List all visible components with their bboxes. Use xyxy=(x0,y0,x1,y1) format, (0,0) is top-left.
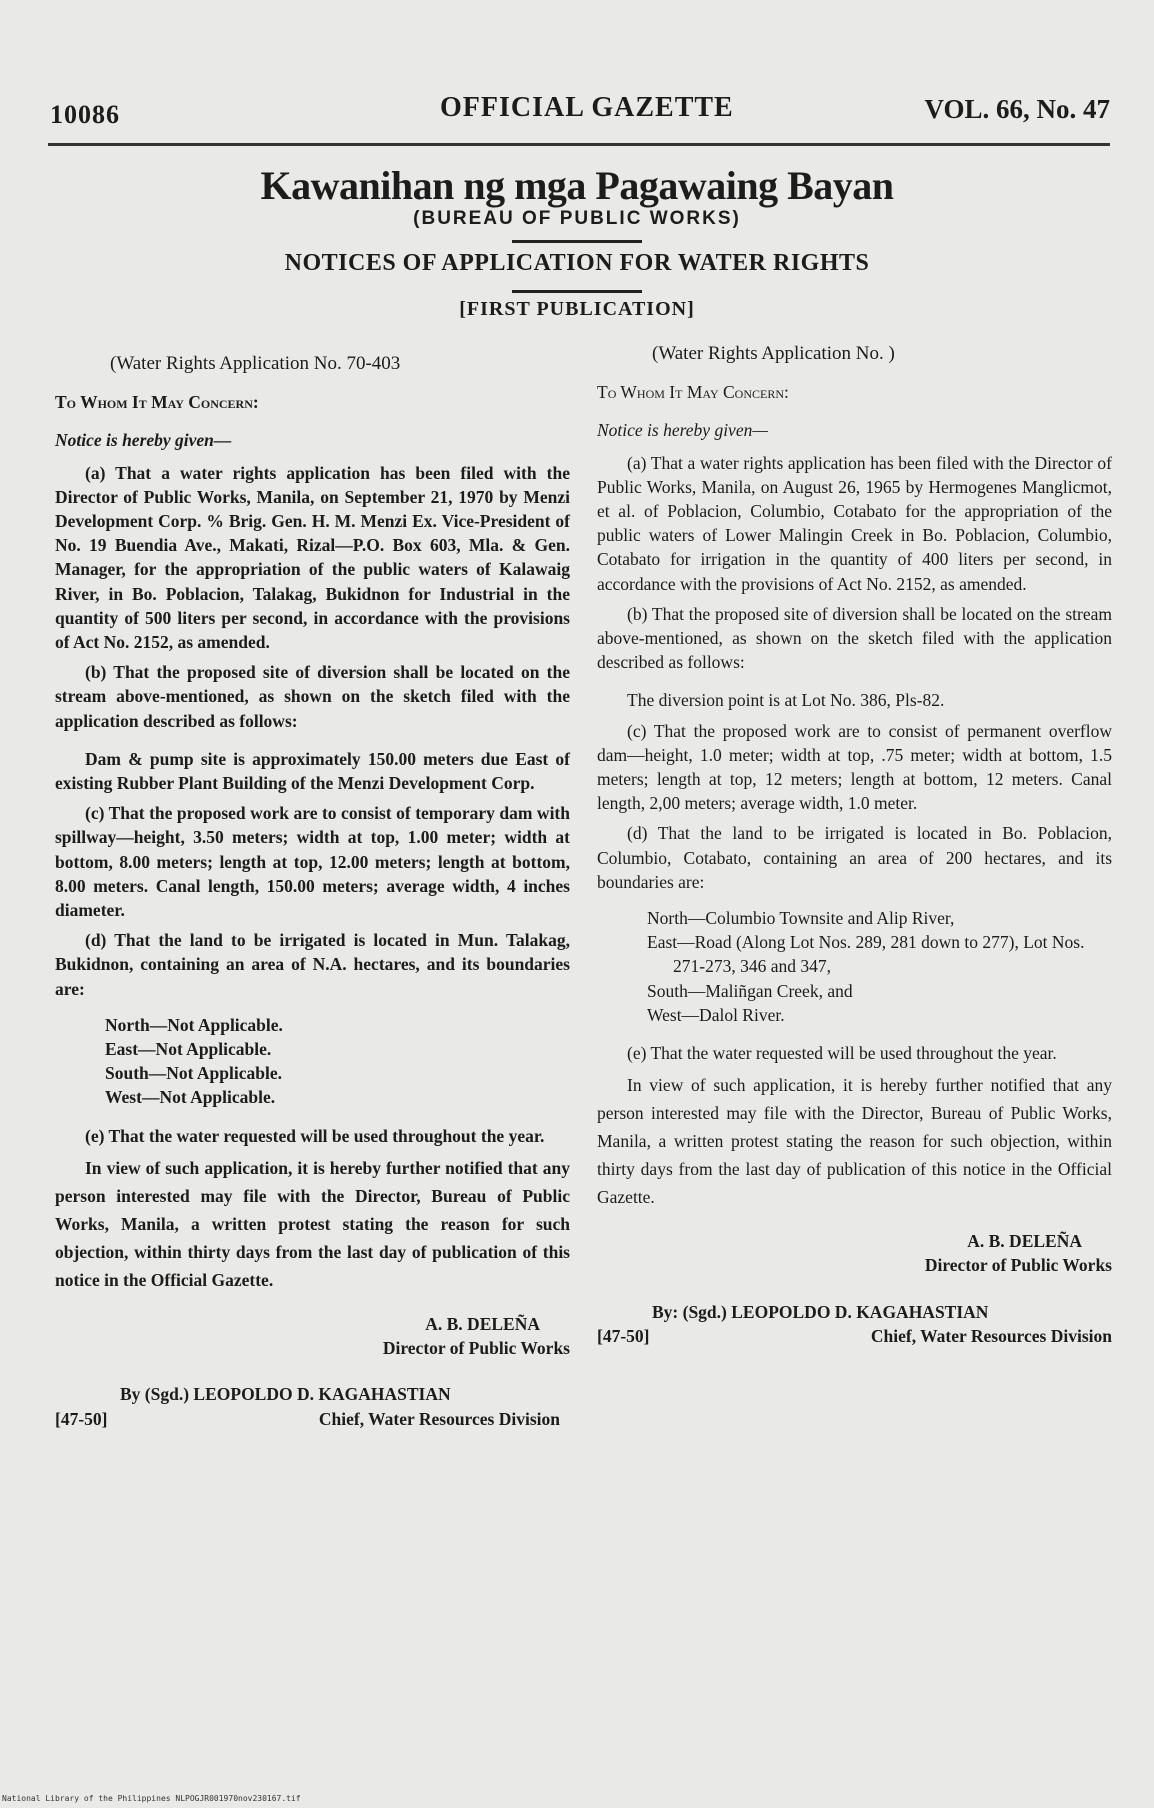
salutation: To Whom It May Concern: xyxy=(597,382,789,403)
boundary-south: South—Maliñgan Creek, and xyxy=(647,980,853,1001)
title-divider-top xyxy=(512,240,642,243)
paragraph-a: (a) That a water rights application has been filed with the Director of Public Works, Manila, on September 21, 1970 by Menzi Development Corp. % Brig. Gen. H. M. Menzi Ex. Vice-President of No. 19 Buendia Ave., Makati, Rizal—P.O. Box 603, Mla. & Gen. Manager, for the appropriation of the public waters of Kalawaig River, in Bo. Poblacion, Talakag, Bukidnon for Industrial in the quantity of 500 liters per second, in accordance with the provisions of Act No. 2152, as amended. xyxy=(55,462,570,653)
gazette-title: OFFICIAL GAZETTE xyxy=(440,92,734,123)
paragraph-c: (c) That the proposed work are to consist of permanent overflow dam—height, 1.0 meter; width at top, .75 meter; width at bottom, 1.5 meters; length at top, 12 meters; length at bottom, 12 meters. Canal length, 2,00 meters; average width, 1.0 meter. xyxy=(597,720,1112,814)
boundary-east: East—Road (Along Lot Nos. 289, 281 down to 277), Lot Nos. 271-273, 346 and 347, xyxy=(647,932,1085,977)
paragraph-e: (e) That the water requested will be used throughout the year. xyxy=(627,1043,1057,1064)
signer-title: Director of Public Works xyxy=(382,1338,570,1359)
site-description: Dam & pump site is approximately 150.00 meters due East of existing Rubber Plant Building of the Menzi Development Corp. xyxy=(55,748,570,794)
paragraph-a: (a) That a water rights application has been filed with the Director of Public Works, Manila, on August 26, 1965 by Hermogenes Manglicmot, et al. of Poblacion, Columbio, Cotabato for the appropriation of the public waters of Lower Malingin Creek in Bo. Poblacion, Columbio, Cotabato for irrigation in the quantity of 400 liters per second, in accordance with the provisions of Act No. 2152, as amended. xyxy=(597,452,1112,594)
publication-label: [FIRST PUBLICATION] xyxy=(459,298,695,320)
boundary-south: South—Not Applicable. xyxy=(105,1063,282,1084)
signer-title: Director of Public Works xyxy=(924,1255,1112,1276)
site-description: The diversion point is at Lot No. 386, Pls-82. xyxy=(627,690,945,711)
signer-name: A. B. DELEÑA xyxy=(425,1313,540,1334)
by-title: Chief, Water Resources Division xyxy=(318,1408,560,1429)
notice-title: NOTICES OF APPLICATION FOR WATER RIGHTS xyxy=(284,250,870,276)
left-notice-column xyxy=(55,352,570,1431)
boundary-north: North—Columbio Townsite and Alip River, xyxy=(647,908,955,929)
by-name: LEOPOLDO D. KAGAHASTIAN xyxy=(193,1384,451,1405)
bureau-name: Kawanihan ng mga Pagawaing Bayan xyxy=(260,163,894,208)
protest-notice: In view of such application, it is hereby further notified that any person interested may file with the Director, Bureau of Public Works, Manila, a written protest stating the reason for such objection, within thirty days from the last day of publication of this notice in the Official Gazette. xyxy=(597,1075,1112,1208)
boundary-north: North—Not Applicable. xyxy=(105,1014,283,1035)
by-name: LEOPOLDO D. KAGAHASTIAN xyxy=(731,1301,989,1322)
by-prefix: By: (Sgd.) xyxy=(652,1301,727,1322)
publication-range: [47-50] xyxy=(597,1325,650,1346)
bureau-english-name: (BUREAU OF PUBLIC WORKS) xyxy=(413,208,741,229)
by-title: Chief, Water Resources Division xyxy=(870,1325,1112,1346)
publication-range: [47-50] xyxy=(55,1408,108,1429)
boundary-west: West—Not Applicable. xyxy=(105,1087,276,1108)
paragraph-e: (e) That the water requested will be used throughout the year. xyxy=(85,1125,545,1146)
notice-given: Notice is hereby given— xyxy=(597,420,768,441)
paragraph-d: (d) That the land to be irrigated is located in Bo. Poblacion, Columbio, Cotabato, containing an area of 200 hectares, and its boundaries are: xyxy=(597,823,1112,892)
application-number: (Water Rights Application No. ) xyxy=(652,343,895,364)
volume-number: VOL. 66, No. 47 xyxy=(924,94,1110,124)
paragraph-b: (b) That the proposed site of diversion shall be located on the stream above-mentioned, as shown on the sketch filed with the application described as follows: xyxy=(597,603,1112,673)
protest-notice: In view of such application, it is hereby further notified that any person interested may file with the Director, Bureau of Public Works, Manila, a written protest stating the reason for such objection, within thirty days from the last day of publication of this notice in the Official Gazette. xyxy=(55,1157,570,1290)
application-number: (Water Rights Application No. 70-403 xyxy=(110,353,401,374)
header-divider xyxy=(48,143,1110,146)
title-divider-bottom xyxy=(512,290,642,293)
boundary-west: West—Dalol River. xyxy=(647,1004,785,1025)
paragraph-b: (b) That the proposed site of diversion shall be located on the stream above-mentioned, as shown on the sketch filed with the application described as follows: xyxy=(55,662,570,731)
boundary-east: East—Not Applicable. xyxy=(105,1039,272,1060)
by-prefix: By (Sgd.) xyxy=(120,1384,190,1405)
boundaries-list xyxy=(105,1013,570,1110)
by-line xyxy=(55,1382,570,1430)
page-number: 10086 xyxy=(50,100,120,129)
salutation: To Whom It May Concern: xyxy=(55,392,259,413)
scan-footer: National Library of the Philippines NLPOGJR001970nov230167.tif xyxy=(2,1794,301,1803)
page-header xyxy=(50,92,1110,142)
notice-given: Notice is hereby given— xyxy=(55,430,232,451)
by-line xyxy=(597,1300,1112,1348)
signature-block xyxy=(597,1229,1112,1277)
paragraph-d: (d) That the land to be irrigated is located in Mun. Talakag, Bukidnon, containing an area of N.A. hectares, and its boundaries are: xyxy=(55,930,570,999)
boundaries-list xyxy=(647,906,1112,1027)
paragraph-c: (c) That the proposed work are to consist of temporary dam with spillway—height, 3.50 meters; width at top, 1.00 meter; width at bottom, 8.00 meters; length at top, 12.00 meters; length at bottom, 8.00 meters. Canal length, 150.00 meters; average width, 4 inches diameter. xyxy=(55,803,570,921)
right-notice-column xyxy=(597,342,1112,1348)
signer-name: A. B. DELEÑA xyxy=(967,1231,1082,1252)
signature-block xyxy=(55,1312,570,1360)
